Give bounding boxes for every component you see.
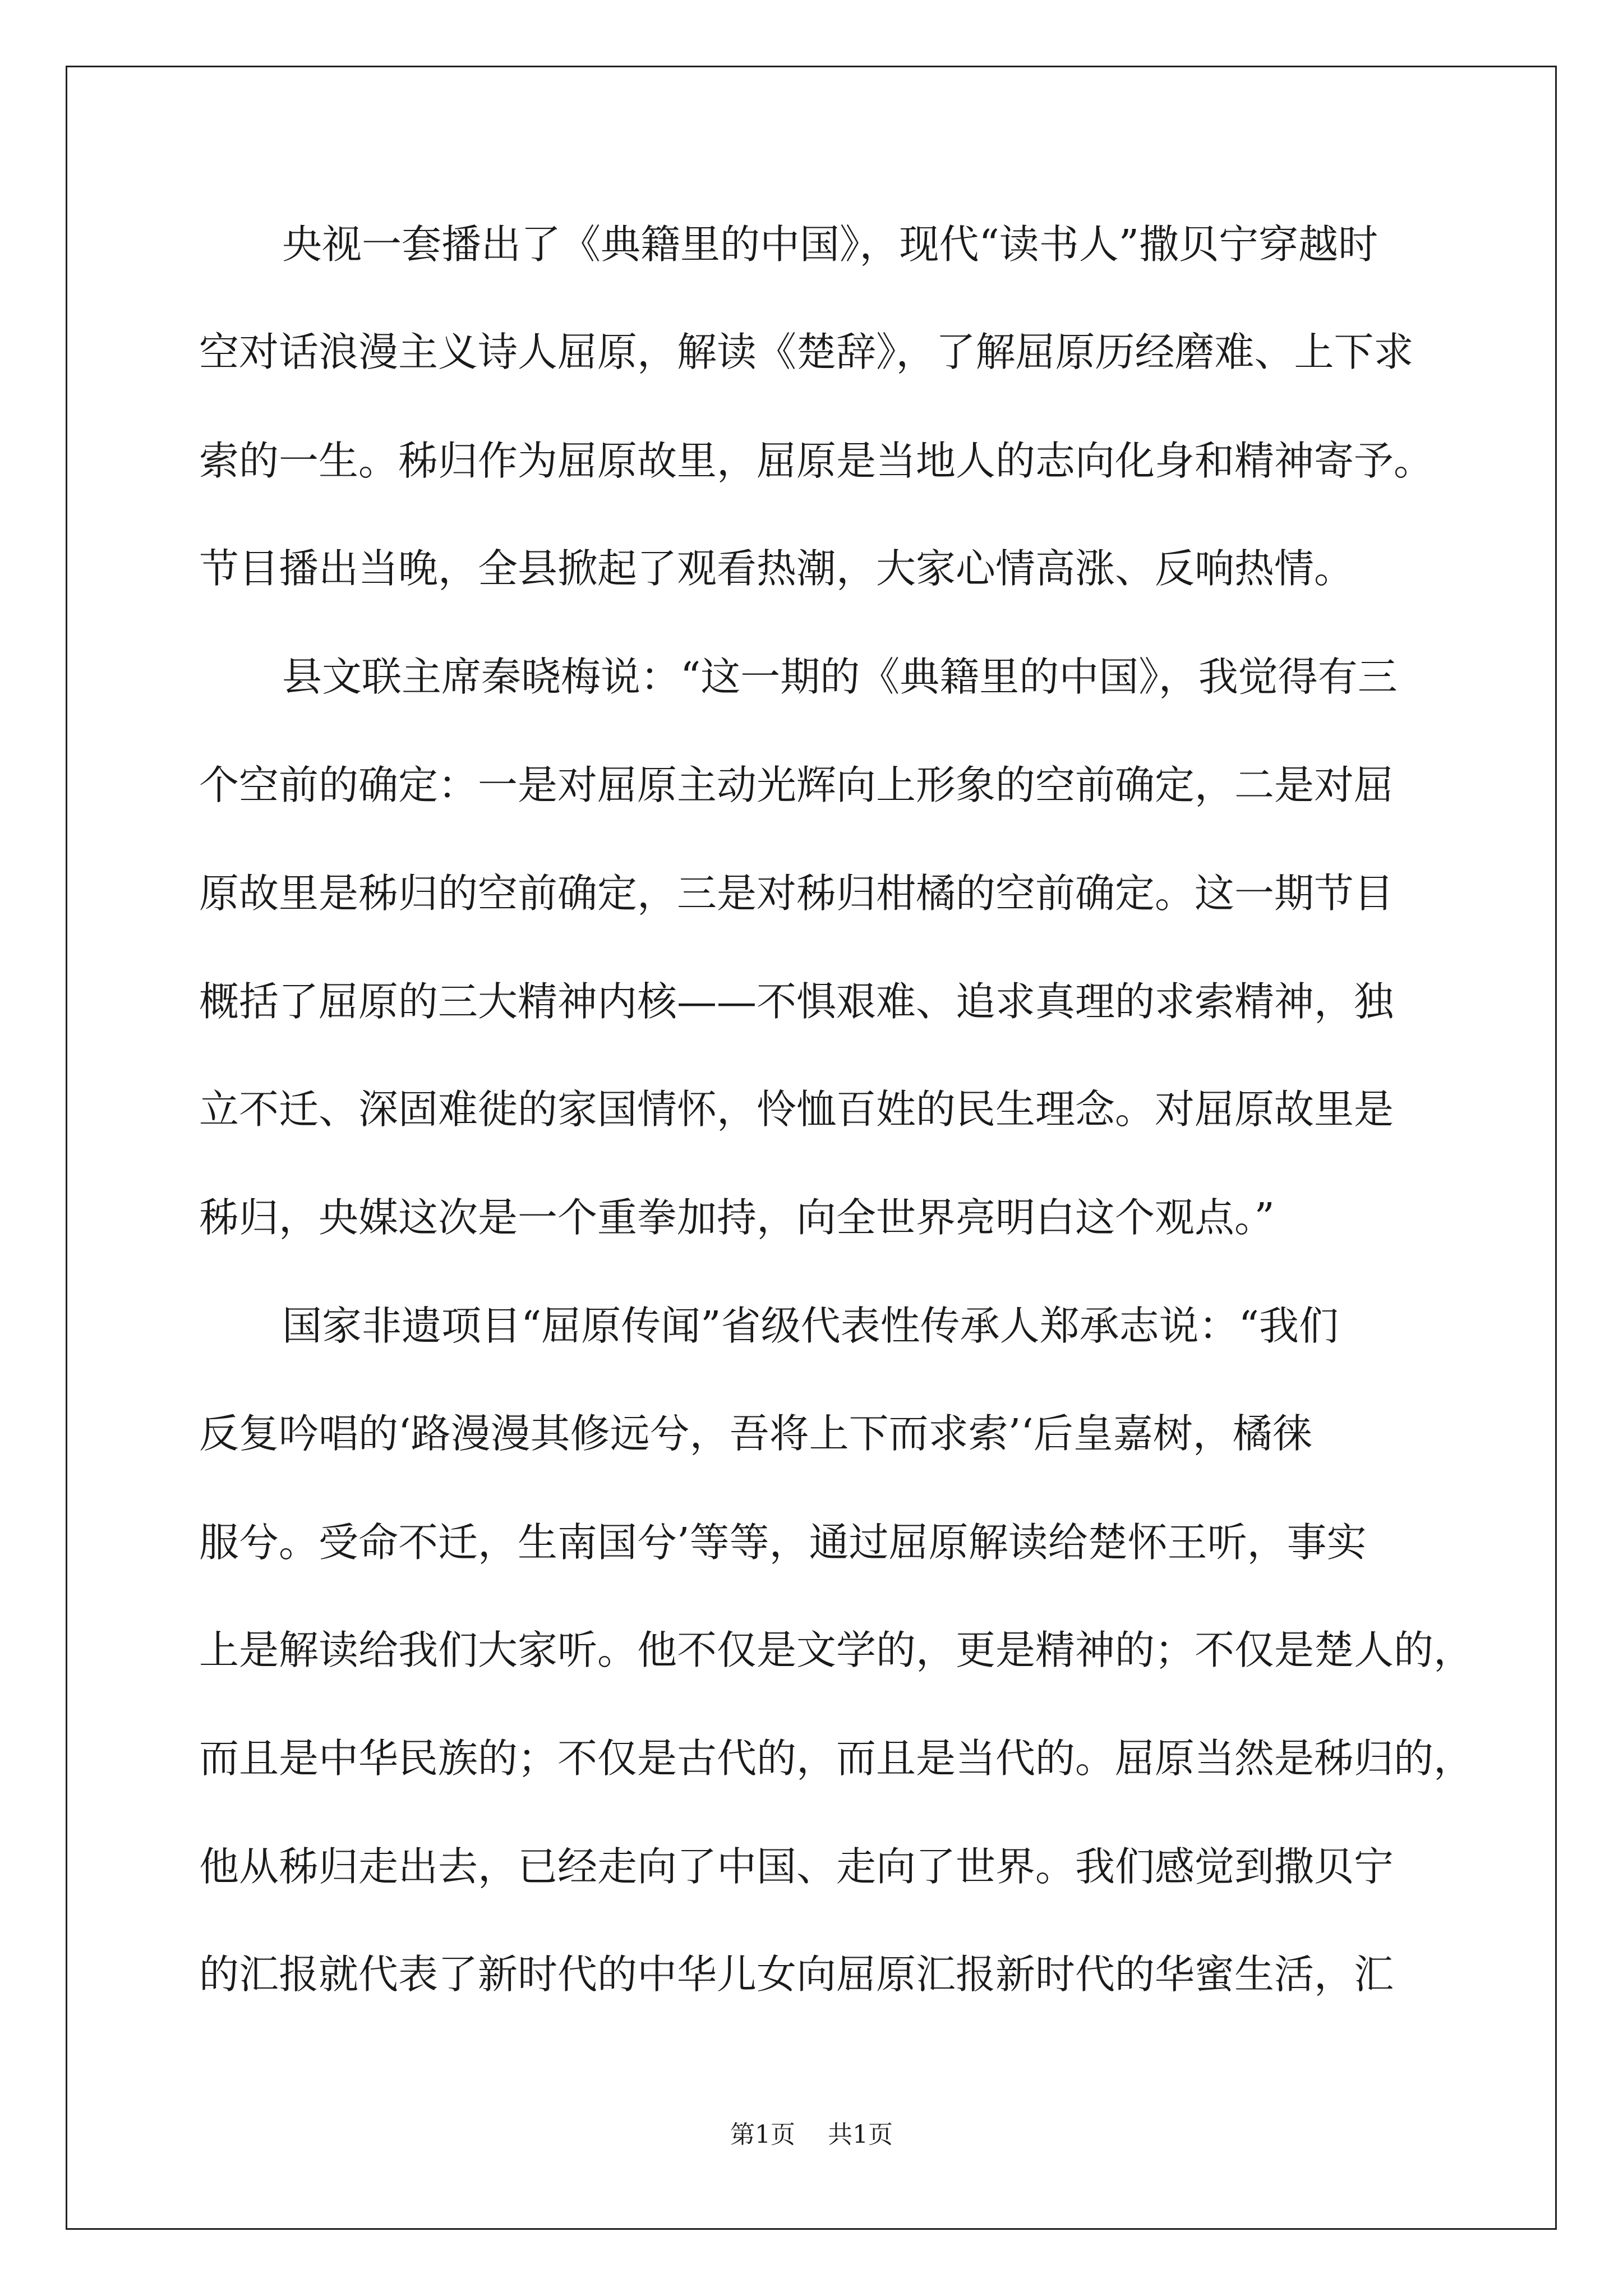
paragraph-line: 空对话浪漫主义诗人屈原，解读《楚辞》，了解屈原历经磨难、上下求 [199, 329, 1414, 375]
paragraph-line: 反复吟唱的‘路漫漫其修远兮，吾将上下而求索’‘后皇嘉树，橘徕 [199, 1410, 1312, 1457]
paragraph-line: 的汇报就代表了新时代的中华儿女向屈原汇报新时代的华蜜生活，汇 [199, 1951, 1394, 1998]
paragraph-line: 秭归，央媒这次是一个重拳加持，向全世界亮明白这个观点。” [199, 1194, 1275, 1241]
paragraph-line: 节目播出当晚，全县掀起了观看热潮，大家心情高涨、反响热情。 [199, 545, 1354, 592]
paragraph-line: 立不迁、深固难徙的家国情怀，怜恤百姓的民生理念。对屈原故里是 [199, 1086, 1394, 1133]
page-total: 共1页 [828, 2120, 893, 2149]
paragraph-line: 县文联主席秦晓梅说：“这一期的《典籍里的中国》，我觉得有三 [282, 654, 1398, 700]
paragraph-line: 服兮。受命不迁，生南国兮’等等，通过屈原解读给楚怀王听，事实 [199, 1519, 1367, 1566]
paragraph-line: 央视一套播出了《典籍里的中国》，现代“读书人”撒贝宁穿越时 [282, 221, 1378, 268]
paragraph-line: 原故里是秭归的空前确定，三是对秭归柑橘的空前确定。这一期节目 [199, 870, 1394, 917]
paragraph-line: 索的一生。秭归作为屈原故里，屈原是当地人的志向化身和精神寄予。 [199, 438, 1434, 484]
paragraph-line: 概括了屈原的三大精神内核——不惧艰难、追求真理的求索精神，独 [199, 978, 1394, 1025]
paragraph-line: 他从秭归走出去，已经走向了中国、走向了世界。我们感觉到撒贝宁 [199, 1843, 1394, 1890]
paragraph-line: 个空前的确定：一是对屈原主动光辉向上形象的空前确定，二是对屈 [199, 762, 1394, 808]
paragraph-line: 上是解读给我们大家听。他不仅是文学的，更是精神的；不仅是楚人的， [199, 1627, 1474, 1673]
paragraph-line: 国家非遗项目“屈原传闻”省级代表性传承人郑承志说：“我们 [282, 1303, 1339, 1349]
paragraph-line: 而且是中华民族的；不仅是古代的，而且是当代的。屈原当然是秭归的， [199, 1735, 1474, 1782]
page-footer [0, 2114, 1623, 2150]
page-border [66, 66, 1557, 2230]
page-number: 第1页 [730, 2120, 795, 2149]
